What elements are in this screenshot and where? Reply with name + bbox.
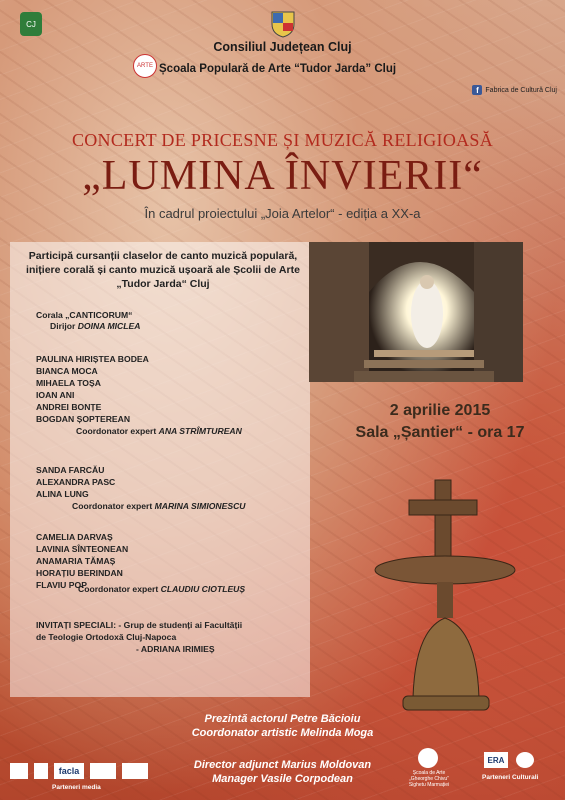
member-name: BIANCA MOCA xyxy=(36,366,98,376)
group-2 xyxy=(36,464,115,500)
member-name: ANAMARIA TĂMAȘ xyxy=(36,556,116,566)
member-name: HORAȚIU BERINDAN xyxy=(36,568,123,578)
group-1 xyxy=(36,353,149,425)
guests-line-2: de Teologie Ortodoxă Cluj-Napoca xyxy=(36,632,177,642)
guests-line-1: INVITAȚI SPECIALI: - Grup de studenți ai Facultății xyxy=(36,620,243,630)
guests-line-3: - ADRIANA IRIMIEȘ xyxy=(136,644,215,654)
media-logo: facla xyxy=(54,763,84,779)
cultural-partner-logo: ERA xyxy=(484,752,508,768)
media-logo xyxy=(122,763,148,779)
arte-logo: ARTE xyxy=(133,54,157,78)
member-name: CAMELIA DARVAȘ xyxy=(36,532,113,542)
member-name: SANDA FARCĂU xyxy=(36,465,105,475)
cultural-partner-logo xyxy=(516,752,534,768)
event-title: „LUMINA ÎNVIERII“ xyxy=(82,153,483,199)
group-1-coordinator: Coordonator expert ANA STRÎMTUREAN xyxy=(76,426,242,436)
group-3-coordinator: Coordonator expert CLAUDIU CIOTLEUȘ xyxy=(78,584,246,594)
event-date-venue xyxy=(330,400,550,444)
member-name: ALINA LUNG xyxy=(36,489,89,499)
choir-conductor: Dirijor DOINA MICLEA xyxy=(50,321,141,331)
program-intro: Participă cursanții claselor de canto muzică populară, inițiere corală și canto muzică ușoară ale Școlii de Arte „Tudor Jarda“ Cluj xyxy=(26,250,300,290)
member-name: ALEXANDRA PASC xyxy=(36,477,116,487)
facebook-label: Fabrica de Cultură Cluj xyxy=(485,86,557,94)
coat-of-arms-icon xyxy=(270,10,296,38)
presenter-line: Prezintă actorul Petre Băcioiu xyxy=(204,713,361,725)
event-venue: Sala „Șantier“ - ora 17 xyxy=(355,424,525,441)
media-logo xyxy=(10,763,28,779)
media-logo xyxy=(34,763,48,779)
event-subtitle: CONCERT DE PRICESNE ȘI MUZICĂ RELIGIOASĂ xyxy=(71,130,494,150)
member-name: PAULINA HIRIȘTEA BODEA xyxy=(36,354,149,364)
media-partners-label: Parteneri media xyxy=(52,784,101,791)
member-name: IOAN ANI xyxy=(36,390,75,400)
group-3 xyxy=(36,531,128,591)
cultural-partners-label: Parteneri Culturali xyxy=(482,774,539,781)
group-2-coordinator: Coordonator expert MARINA SIMIONESCU xyxy=(72,501,246,511)
church-school-logo xyxy=(418,748,438,768)
director-line: Director adjunct Marius Moldovan xyxy=(193,759,372,771)
county-council-logo: CJ xyxy=(20,12,42,36)
media-logo xyxy=(90,763,116,779)
member-name: ANDREI BONȚE xyxy=(36,402,102,412)
member-name: MIHAELA TOȘA xyxy=(36,378,101,388)
manager-line: Manager Vasile Corpodean xyxy=(212,773,353,785)
facebook-icon: f xyxy=(472,85,482,95)
school-name: Școala Populară de Arte “Tudor Jarda” Cluj xyxy=(159,63,397,75)
project-line: În cadrul proiectului „Joia Artelor“ - ediția a XX-a xyxy=(144,206,421,221)
council-name: Consiliul Județean Cluj xyxy=(213,40,352,54)
church-school-name: Școala de Arte „Gheorghe Chivu” Sighetu Marmației xyxy=(408,770,450,788)
member-name: LAVINIA SÎNTEONEAN xyxy=(36,544,129,554)
member-name: BOGDAN ȘOPTEREAN xyxy=(36,414,131,424)
facebook-link[interactable] xyxy=(472,85,557,95)
artistic-coordinator-line: Coordonator artistic Melinda Moga xyxy=(191,727,374,739)
choir-name: Corala „CANTICORUM“ xyxy=(36,310,133,320)
media-partner-logos xyxy=(10,760,148,782)
resurrection-image xyxy=(309,242,523,382)
member-name: FLAVIU POP xyxy=(36,580,87,590)
event-date: 2 aprilie 2015 xyxy=(389,402,491,419)
bell-and-cross-icon xyxy=(365,470,545,720)
